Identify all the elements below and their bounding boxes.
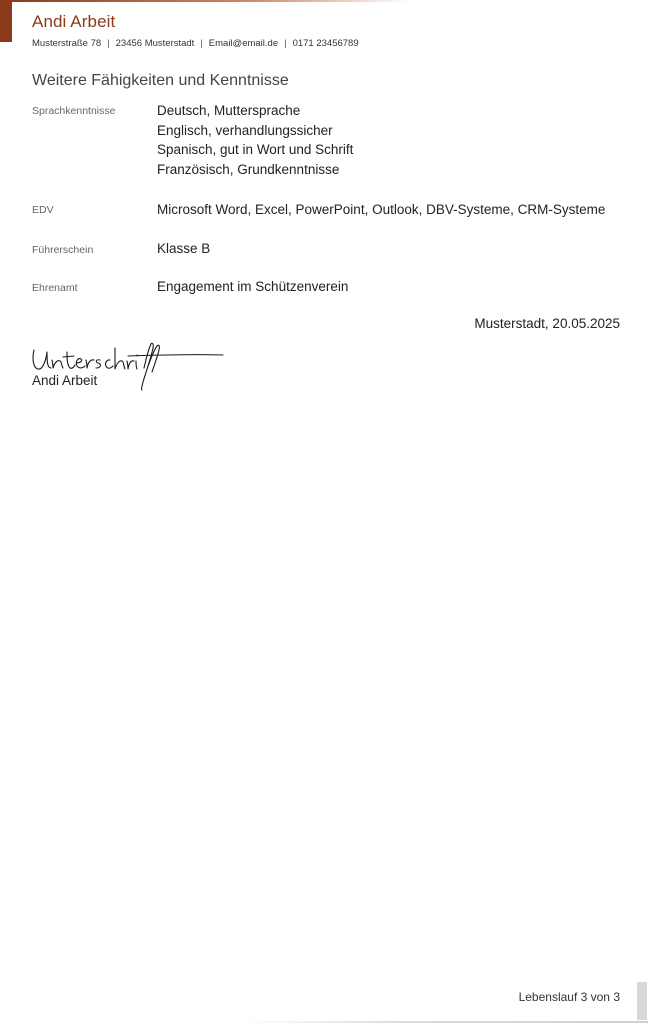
- place-date: Musterstadt, 20.05.2025: [474, 316, 620, 331]
- contact-separator: |: [107, 38, 110, 49]
- language-entry: Deutsch, Muttersprache: [157, 103, 301, 118]
- footer-rule: [240, 1021, 648, 1023]
- applicant-name-header: Andi Arbeit: [32, 12, 116, 31]
- contact-phone: 0171 23456789: [292, 38, 359, 49]
- edv-entry: Microsoft Word, Excel, PowerPoint, Outlook, DBV-Systeme, CRM-Systeme: [157, 202, 606, 217]
- row-values-edv: [157, 200, 605, 220]
- contact-city: 23456 Musterstadt: [115, 38, 195, 49]
- signer-name: Andi Arbeit: [32, 373, 98, 388]
- header-accent-bar: [0, 0, 12, 42]
- contact-line: [32, 38, 359, 49]
- footer-page-number: Lebenslauf 3 von 3: [518, 990, 620, 1004]
- language-entry: Spanisch, gut in Wort und Schrift: [157, 142, 354, 158]
- footer-tab: [637, 982, 647, 1020]
- row-label-ehrenamt: Ehrenamt: [32, 282, 78, 294]
- row-values-ehrenamt: [157, 277, 348, 297]
- row-label-sprachkenntnisse: Sprachkenntnisse: [32, 105, 116, 117]
- contact-separator: |: [284, 38, 287, 49]
- contact-separator: |: [200, 38, 203, 49]
- contact-email: Email@email.de: [208, 38, 279, 49]
- license-entry: Klasse B: [157, 241, 211, 256]
- section-title: Weitere Fähigkeiten und Kenntnisse: [32, 72, 289, 89]
- row-label-edv: EDV: [32, 204, 54, 216]
- language-entry: Französisch, Grundkenntnisse: [157, 162, 340, 178]
- contact-street: Musterstraße 78: [32, 38, 102, 49]
- language-entry: Englisch, verhandlungssicher: [157, 122, 333, 138]
- volunteer-entry: Engagement im Schützenverein: [157, 279, 349, 294]
- row-values-sprachkenntnisse: [157, 101, 353, 180]
- row-values-fuehrerschein: [157, 239, 210, 259]
- row-label-fuehrerschein: Führerschein: [32, 244, 94, 256]
- header-top-rule: [12, 0, 408, 2]
